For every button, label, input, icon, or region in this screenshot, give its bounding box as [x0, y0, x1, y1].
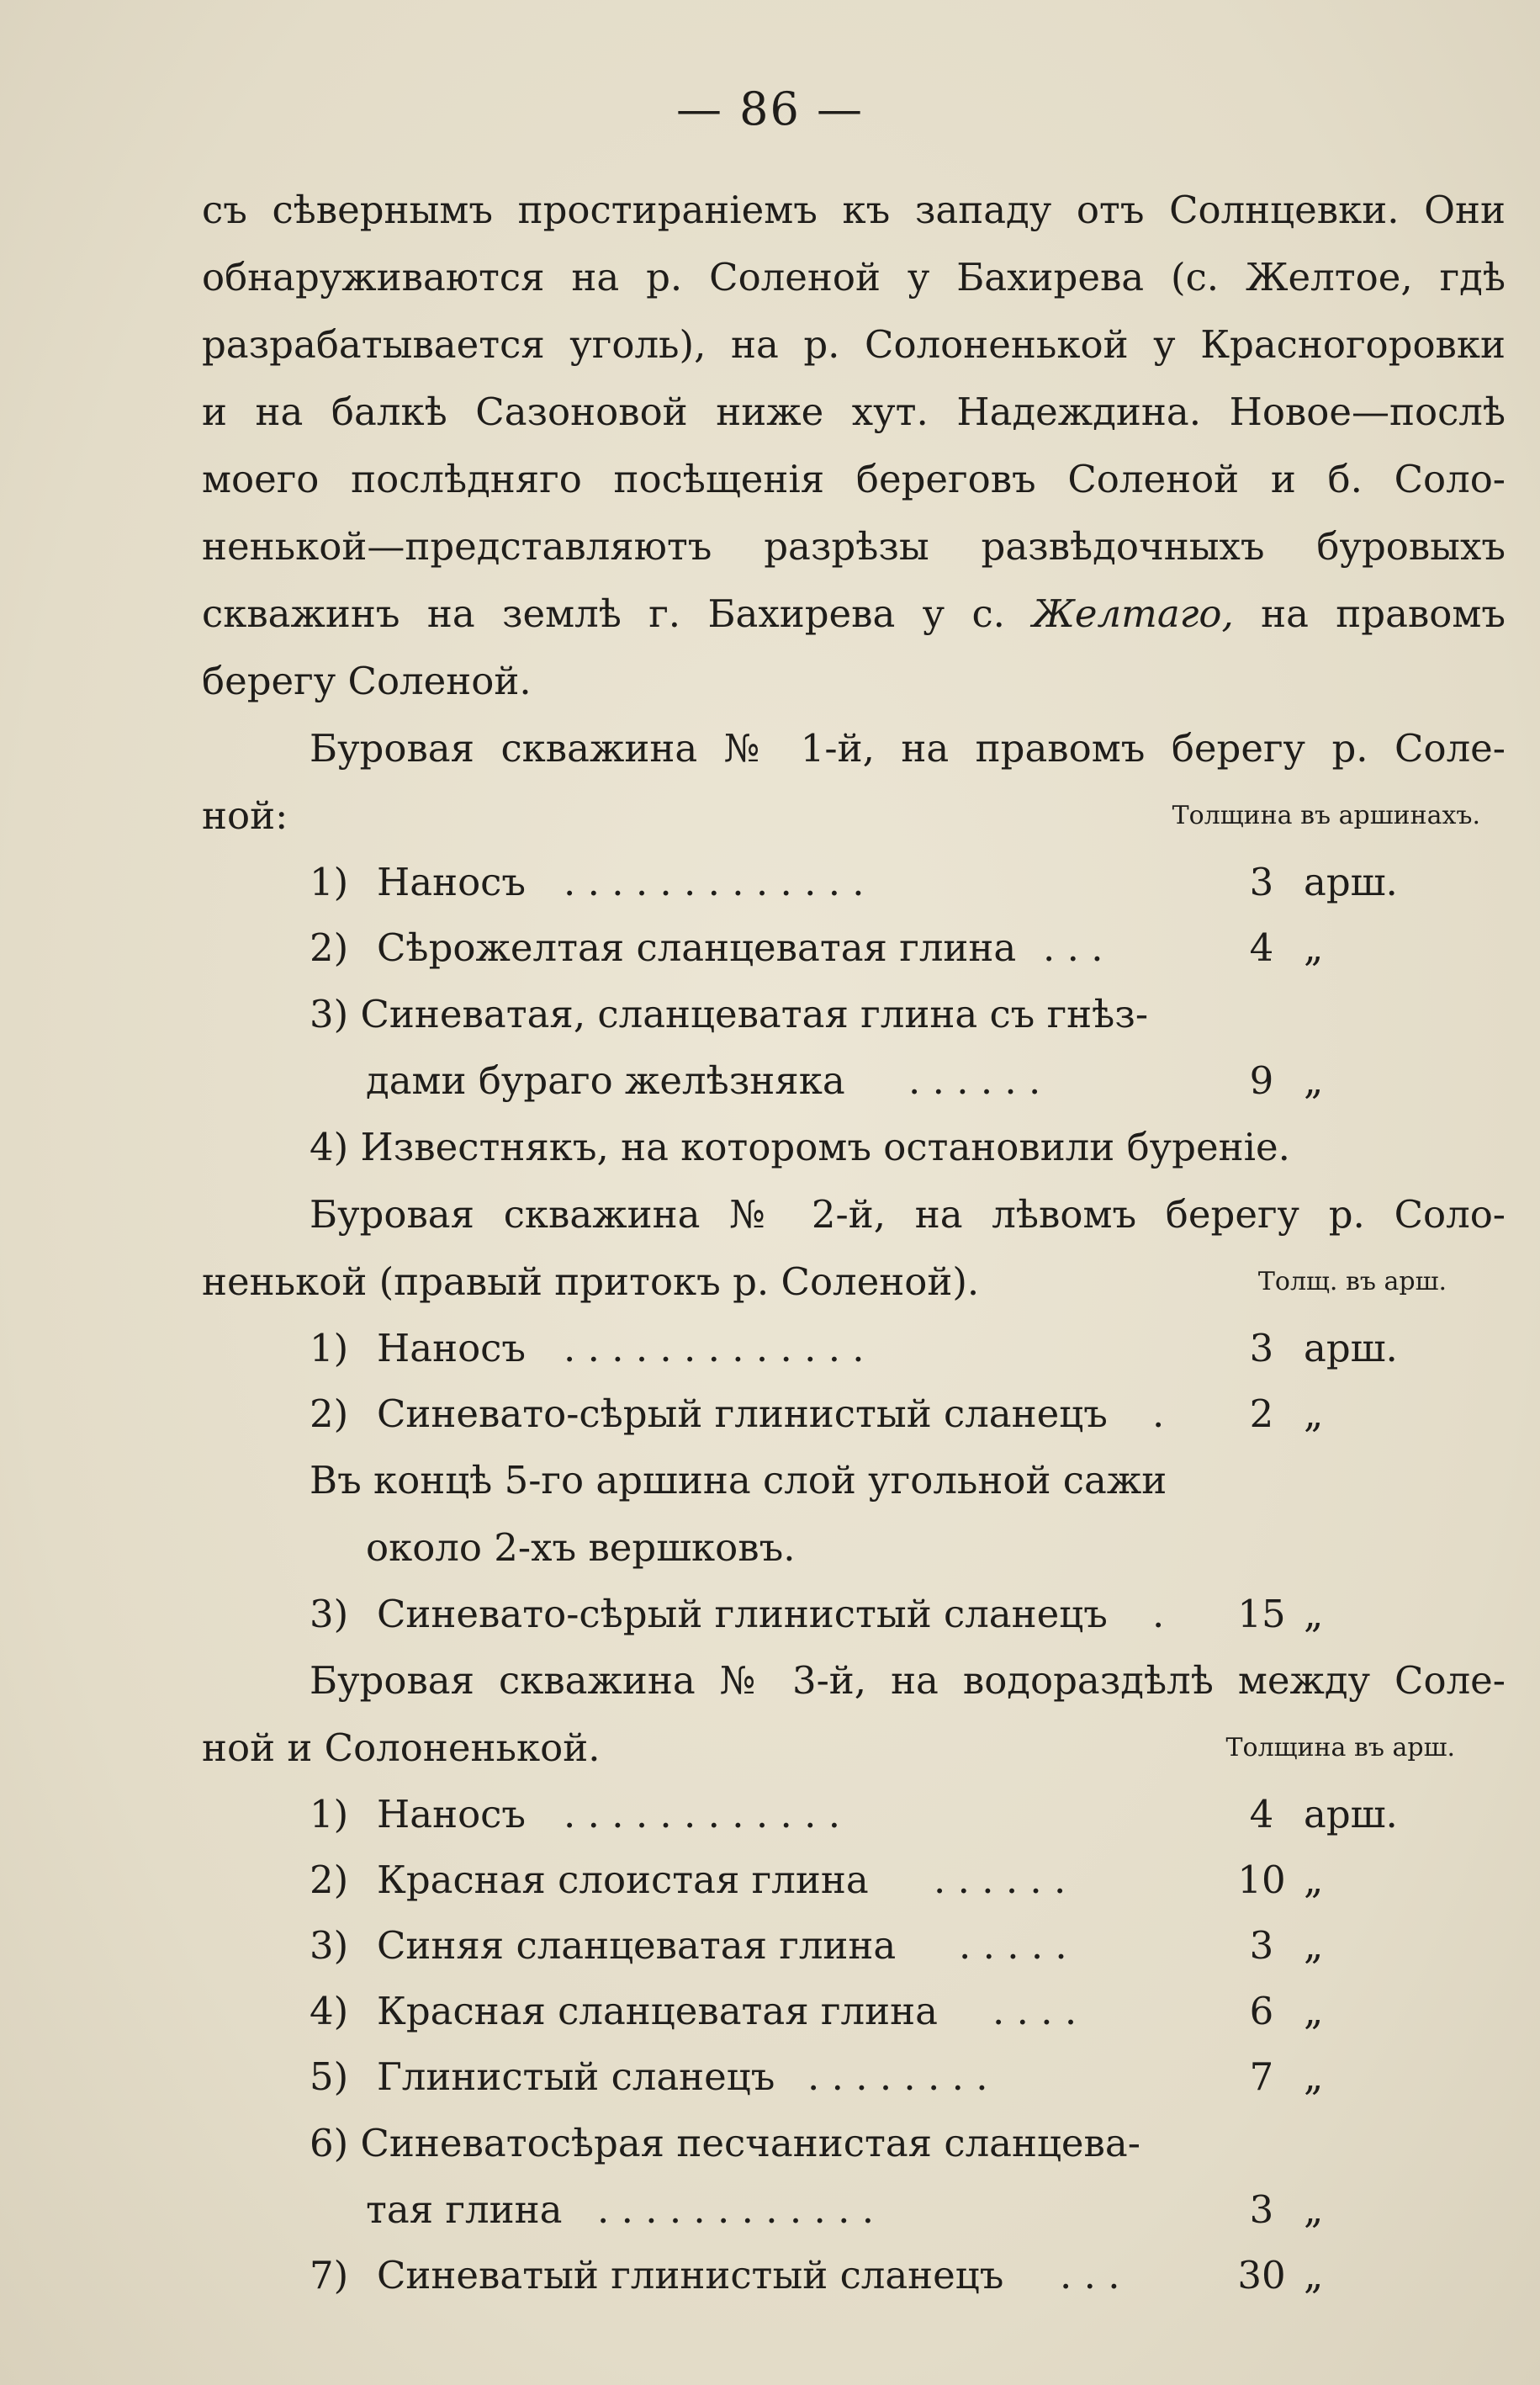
layer-row: [202, 2044, 1506, 2110]
layer-row-start: 6) Синеватосѣрая песчанистая сланцева-: [310, 2121, 1140, 2165]
layer-unit: „: [1304, 2054, 1324, 2099]
leader-dots: . . . . . . . . . . . .: [597, 2187, 874, 2232]
leader-dots: . . .: [1043, 925, 1103, 970]
layer-name: Наносъ: [377, 1792, 526, 1836]
layer-thickness: 10: [1237, 1858, 1286, 1902]
well-2-heading: Буровая скважина № 2-й, на лѣвомъ берегу р. Соло-: [310, 1192, 1506, 1237]
text-segment: на правомъ: [1233, 591, 1506, 636]
layer-number: 3): [310, 1923, 349, 1968]
layer-thickness: 3: [1249, 1923, 1274, 1968]
text-segment: ненькой (правый притокъ р. Соленой).: [202, 1259, 980, 1304]
layer-unit: „: [1304, 1058, 1324, 1103]
text-line: берегу Соленой.: [202, 659, 532, 703]
layer-name: Синевато-сѣрый глинистый сланецъ: [377, 1592, 1108, 1636]
layer-number: 1): [310, 1326, 349, 1370]
layer-name: Наносъ: [377, 1326, 526, 1370]
layer-thickness: 7: [1249, 2054, 1274, 2099]
layer-name: Сѣрожелтая сланцеватая глина: [377, 925, 1017, 970]
layer-name: Наносъ: [377, 860, 526, 904]
text-line: моего послѣдняго посѣщенія береговъ Соленой и б. Соло-: [202, 457, 1506, 501]
layer-thickness: 3: [1249, 860, 1274, 904]
layer-row: [202, 2243, 1506, 2308]
leader-dots: . . . . . .: [934, 1858, 1066, 1902]
text-line: съ сѣвернымъ простираніемъ къ западу отъ Солнцевки. Они: [202, 188, 1506, 232]
layer-unit: арш.: [1304, 1792, 1398, 1836]
layer-thickness: 4: [1249, 925, 1274, 970]
text-segment: ной и Солоненькой.: [202, 1725, 601, 1770]
layer-name: Синяя сланцеватая глина: [377, 1923, 897, 1968]
text-segment: скважинъ на землѣ г. Бахирева у с.: [202, 591, 1033, 636]
layer-row: 4) Известнякъ, на которомъ остановили буреніе.: [310, 1125, 1290, 1169]
layer-row: [202, 1316, 1506, 1381]
leader-dots: . . . . .: [959, 1923, 1067, 1968]
layer-name: Синеватый глинистый сланецъ: [377, 2253, 1004, 2298]
leader-dots: .: [1152, 1592, 1165, 1636]
layer-thickness: 3: [1249, 2187, 1274, 2232]
layer-row: [202, 1847, 1506, 1913]
layer-number: 4): [310, 1989, 349, 2033]
leader-dots: . . . . . .: [908, 1058, 1041, 1103]
page-body: [202, 177, 1506, 2308]
layer-row: [202, 1913, 1506, 1979]
text-line: обнаруживаются на р. Соленой у Бахирева (с. Желтое, гдѣ: [202, 255, 1506, 299]
layer-thickness: 30: [1237, 2253, 1286, 2298]
place-name-italic: Желтаго,: [1032, 591, 1234, 636]
layer-number: 2): [310, 1391, 349, 1436]
layer-row-cont: [202, 1048, 1506, 1114]
layer-unit: „: [1304, 2187, 1324, 2232]
layer-thickness: 3: [1249, 1326, 1274, 1370]
well-1-heading-cont: [202, 782, 1506, 850]
layer-row-start: 3) Синеватая, сланцеватая глина съ гнѣз-: [310, 992, 1149, 1036]
page-number: — 86 —: [675, 82, 865, 135]
layer-thickness: 15: [1237, 1592, 1286, 1636]
layer-row-cont: [202, 2177, 1506, 2243]
layer-unit: „: [1304, 1923, 1324, 1968]
leader-dots: . . . . . . . . . . . .: [564, 1792, 840, 1836]
layer-name: Красная сланцеватая глина: [377, 1989, 938, 2033]
note-line: около 2-хъ вершковъ.: [366, 1525, 796, 1570]
thickness-header: Толщина въ арш.: [1225, 1733, 1455, 1762]
layer-number: 1): [310, 860, 349, 904]
layer-name: Синевато-сѣрый глинистый сланецъ: [377, 1391, 1108, 1436]
layer-unit: „: [1304, 1592, 1324, 1636]
layer-row: [202, 850, 1506, 915]
layer-unit: арш.: [1304, 1326, 1398, 1370]
layer-thickness: 2: [1249, 1391, 1274, 1436]
leader-dots: . . .: [1060, 2253, 1120, 2298]
layer-number: 3): [310, 1592, 349, 1636]
layer-number: 1): [310, 1792, 349, 1836]
text-line: ненькой—представляютъ разрѣзы развѣдочныхъ буровыхъ: [202, 524, 1506, 569]
layer-number: 7): [310, 2253, 349, 2298]
layer-row: [202, 1782, 1506, 1847]
layer-name: Глинистый сланецъ: [377, 2054, 775, 2099]
leader-dots: . . . . . . . . . . . . .: [564, 1326, 865, 1370]
layer-row: [202, 1582, 1506, 1647]
layer-unit: арш.: [1304, 860, 1398, 904]
layer-name: Красная слоистая глина: [377, 1858, 869, 1902]
note-line: Въ концѣ 5-го аршина слой угольной сажи: [310, 1458, 1167, 1503]
thickness-header: Толщина въ аршинахъ.: [1172, 801, 1480, 830]
layer-row: [202, 1381, 1506, 1447]
well-3-heading: Буровая скважина № 3-й, на водораздѣлѣ между Соле-: [310, 1658, 1506, 1703]
layer-thickness: 4: [1249, 1792, 1274, 1836]
layer-unit: „: [1304, 1858, 1324, 1902]
leader-dots: . . . .: [992, 1989, 1077, 2033]
layer-thickness: 6: [1249, 1989, 1274, 2033]
layer-row: [202, 915, 1506, 981]
leader-dots: . . . . . . . . . . . . .: [564, 860, 865, 904]
layer-row: [202, 1979, 1506, 2044]
text-segment: ной:: [202, 793, 288, 838]
well-2-heading-cont: [202, 1248, 1506, 1316]
text-line: разрабатывается уголь), на р. Солоненькой у Красногоровки: [202, 322, 1506, 367]
layer-unit: „: [1304, 925, 1324, 970]
layer-unit: „: [1304, 1391, 1324, 1436]
leader-dots: . . . . . . . .: [807, 2054, 988, 2099]
well-3-heading-cont: [202, 1715, 1506, 1782]
layer-name: тая глина: [366, 2187, 563, 2232]
layer-number: 2): [310, 925, 349, 970]
layer-number: 5): [310, 2054, 349, 2099]
layer-name: дами бураго желѣзняка: [366, 1058, 845, 1103]
well-1-heading: Буровая скважина № 1-й, на правомъ берегу р. Соле-: [310, 726, 1506, 771]
leader-dots: .: [1152, 1391, 1165, 1436]
layer-unit: „: [1304, 1989, 1324, 2033]
layer-unit: „: [1304, 2253, 1324, 2298]
text-line: и на балкѣ Сазоновой ниже хут. Надеждина. Новое—послѣ: [202, 390, 1506, 434]
thickness-header: Толщ. въ арш.: [1257, 1267, 1447, 1296]
layer-thickness: 9: [1249, 1058, 1274, 1103]
layer-number: 2): [310, 1858, 349, 1902]
text-line: [202, 580, 1506, 648]
